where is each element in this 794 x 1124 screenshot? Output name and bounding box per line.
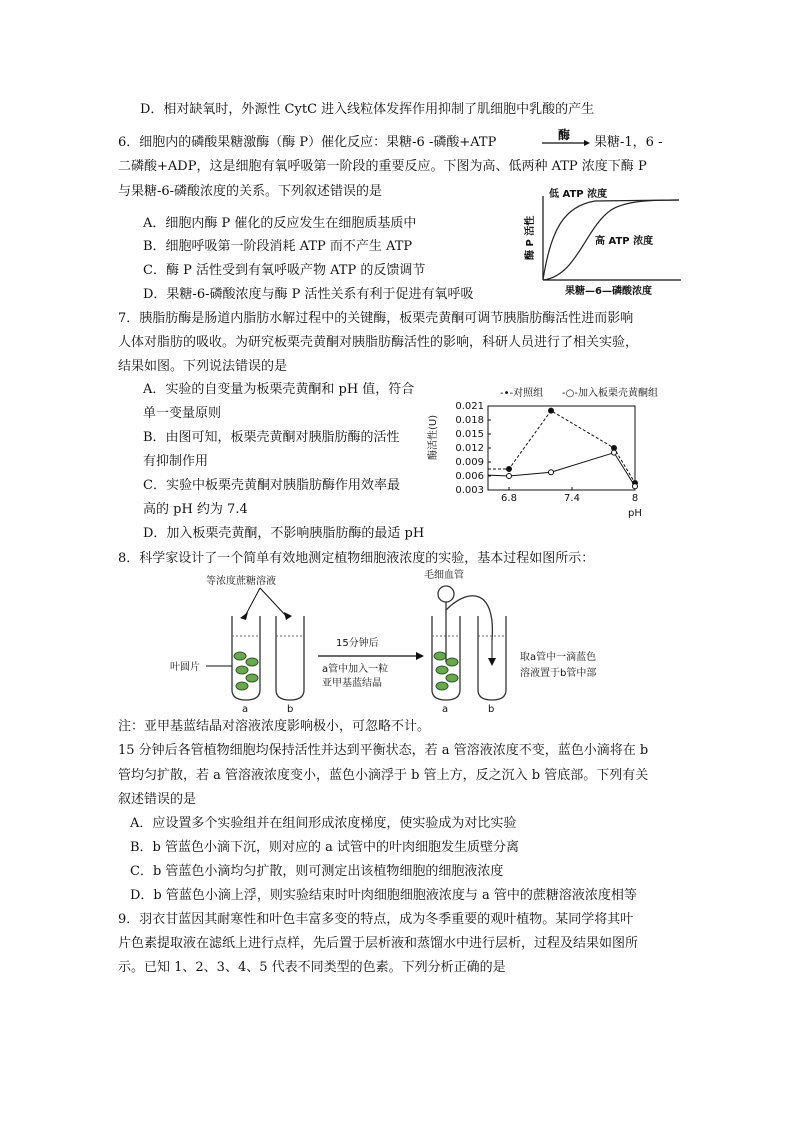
q6-stem-line1b: 果糖-1，6 -	[594, 135, 663, 150]
tube-a-right-label: a	[442, 704, 449, 715]
q8-stem: 8．科学家设计了一个简单有效地测定植物细胞液浓度的实验，基本过程如图所示：	[118, 551, 595, 566]
q8-experiment-figure	[170, 566, 650, 716]
capillary-label: 毛细血管	[424, 570, 464, 581]
q9-stem-line2: 片色素提取液在滤纸上进行点样，先后置于层析液和蒸馏水中进行层析，过程及结果如图所	[118, 936, 639, 951]
x-tick-label: 6.8	[501, 493, 517, 504]
q9-stem-line3: 示。已知 1、2、3、4、5 代表不同类型的色素。下列分析正确的是	[118, 960, 506, 975]
q6-option-a: A．细胞内酶 P 催化的反应发生在细胞质基质中	[143, 216, 417, 231]
q8-option-c: C．b 管蓝色小滴均匀扩散，则可测定出该植物细胞的细胞液浓度	[130, 864, 504, 879]
y-tick-label: 0.003	[455, 485, 484, 496]
series-point-1	[549, 408, 554, 413]
q7-option-b-line1: B．由图可知，板栗壳黄酮对胰脂肪酶的活性	[143, 430, 400, 445]
add-crystal-line2: 亚甲基蓝结晶	[322, 678, 382, 689]
y-tick-label: 0.009	[455, 457, 484, 468]
series-point-2	[612, 450, 617, 455]
x-tick-label: 7.4	[564, 493, 580, 504]
arrow-icon	[416, 652, 424, 660]
series-point-2	[507, 474, 512, 479]
tube-b-label: b	[287, 704, 294, 715]
series-point-1	[507, 467, 512, 472]
legend-treated: -○-加入板栗壳黄酮组	[562, 388, 658, 399]
tube-a-label: a	[242, 704, 249, 715]
q8-note: 注：亚甲基蓝结晶对溶液浓度影响极小，可忽略不计。	[118, 719, 431, 734]
label-pointer	[260, 588, 288, 618]
y-tick-label: 0.012	[455, 443, 484, 454]
series-point-2	[549, 470, 554, 475]
y-tick-label: 0.006	[455, 471, 484, 482]
q8-option-b: B．b 管蓝色小滴下沉，则对应的 a 试管中的叶肉细胞发生质壁分离	[130, 840, 520, 855]
q8-para-line1: 15 分钟后各管植物细胞均保持活性并达到平衡状态，若 a 管溶液浓度不变，蓝色小滴将在 b	[118, 743, 649, 758]
q7-stem-line2: 人体对脂肪的吸收。为研究板栗壳黄酮对胰脂肪酶活性的影响，科研人员进行了相关实验，	[118, 335, 639, 350]
enzyme-x-label: 果糖—6—磷酸浓度	[565, 286, 652, 297]
fifteen-minutes-label: 15分钟后	[336, 638, 379, 649]
enzyme-label: 酶	[558, 128, 571, 142]
take-drop-line1: 取a管中一滴蓝色	[520, 652, 597, 663]
x-axis-label: pH	[628, 508, 642, 519]
take-drop-line2: 溶液置于b管中部	[520, 668, 597, 679]
q6-stem-line2: 二磷酸+ADP，这是细胞有氧呼吸第一阶段的重要反应。下图为高、低两种 ATP 浓度下酶 P	[118, 159, 647, 174]
capillary-dropper	[438, 586, 492, 662]
y-tick-label: 0.021	[455, 401, 484, 412]
q7-option-a-line1: A．实验的自变量为板栗壳黄酮和 pH 值，符合	[143, 382, 415, 397]
arrowhead-icon	[284, 612, 292, 620]
q8-para-line3: 叙述错误的是	[118, 792, 197, 807]
q7-option-a-line2: 单一变量原则	[143, 406, 222, 421]
q6-stem-line1: 6．细胞内的磷酸果糖激酶（酶 P）催化反应：果糖-6 -磷酸+ATP	[118, 135, 497, 150]
leaf-disc-label: 叶圆片	[170, 662, 200, 673]
enzyme-activity-figure	[515, 188, 685, 300]
q7-stem-line1: 7．胰脂肪酶是肠道内脂肪水解过程中的关键酶，板栗壳黄酮可调节胰脂肪酶活性进而影响	[118, 311, 634, 326]
q8-option-a: A．应设置多个实验组并在组间形成浓度梯度，使实验成为对比实验	[130, 816, 517, 831]
arrowhead-icon	[240, 612, 248, 620]
q6-stem-line3: 与果糖-6-磷酸浓度的关系。下列叙述错误的是	[118, 184, 383, 199]
x-tick-label: 8	[631, 493, 639, 504]
q7-option-d: D．加入板栗壳黄酮，不影响胰脂肪酶的最适 pH	[143, 526, 425, 541]
series-point-2	[633, 484, 638, 489]
y-axis-label: 酶活性(U)	[428, 414, 439, 460]
q7-stem-line3: 结果如图。下列说法错误的是	[118, 359, 288, 374]
q8-para-line2: 管均匀扩散，若 a 管溶液浓度变小，蓝色小滴浮于 b 管上方，反之沉入 b 管底部。下列有关	[118, 768, 649, 783]
q5-option-d: D．相对缺氧时，外源性 CytC 进入线粒体发挥作用抑制了肌细胞中乳酸的产生	[140, 102, 595, 117]
tube-b-left	[276, 616, 304, 700]
q6-option-b: B．细胞呼吸第一阶段消耗 ATP 而不产生 ATP	[143, 239, 413, 254]
enzyme-y-label: 酶 P 活性	[525, 215, 536, 260]
enzyme-arrow	[540, 126, 590, 150]
q7-option-c-line2: 高的 pH 约为 7.4	[143, 502, 248, 517]
legend-control: -•-对照组	[500, 388, 544, 399]
tube-a-left	[232, 616, 260, 700]
reaction-arrow-icon	[540, 126, 590, 150]
q6-option-c: C．酶 P 活性受到有氧呼吸产物 ATP 的反馈调节	[143, 263, 426, 278]
drop-arrow-icon	[488, 658, 496, 666]
lipase-activity-chart	[430, 384, 670, 524]
y-tick-label: 0.018	[455, 415, 484, 426]
q7-option-b-line2: 有抑制作用	[143, 454, 209, 469]
q9-stem-line1: 9．羽衣甘蓝因其耐寒性和叶色丰富多变的特点，成为冬季重要的观叶植物。某同学将其叶	[118, 912, 634, 927]
q7-option-c-line1: C．实验中板栗壳黄酮对胰脂肪酶作用效率最	[143, 478, 400, 493]
sucrose-label: 等浓度蔗糖溶液	[206, 576, 276, 587]
y-tick-label: 0.015	[455, 429, 484, 440]
q6-option-d: D．果糖-6-磷酸浓度与酶 P 活性关系有利于促进有氧呼吸	[143, 287, 474, 302]
low-atp-label: 低 ATP 浓度	[549, 189, 608, 200]
add-crystal-line1: a管中加入一粒	[322, 664, 389, 675]
tube-b-right-label: b	[488, 704, 495, 715]
high-atp-label: 高 ATP 浓度	[595, 236, 654, 247]
q8-option-d: D．b 管蓝色小滴上浮，则实验结束时叶肉细胞细胞液浓度与 a 管中的蔗糖溶液浓度相等	[130, 888, 637, 903]
